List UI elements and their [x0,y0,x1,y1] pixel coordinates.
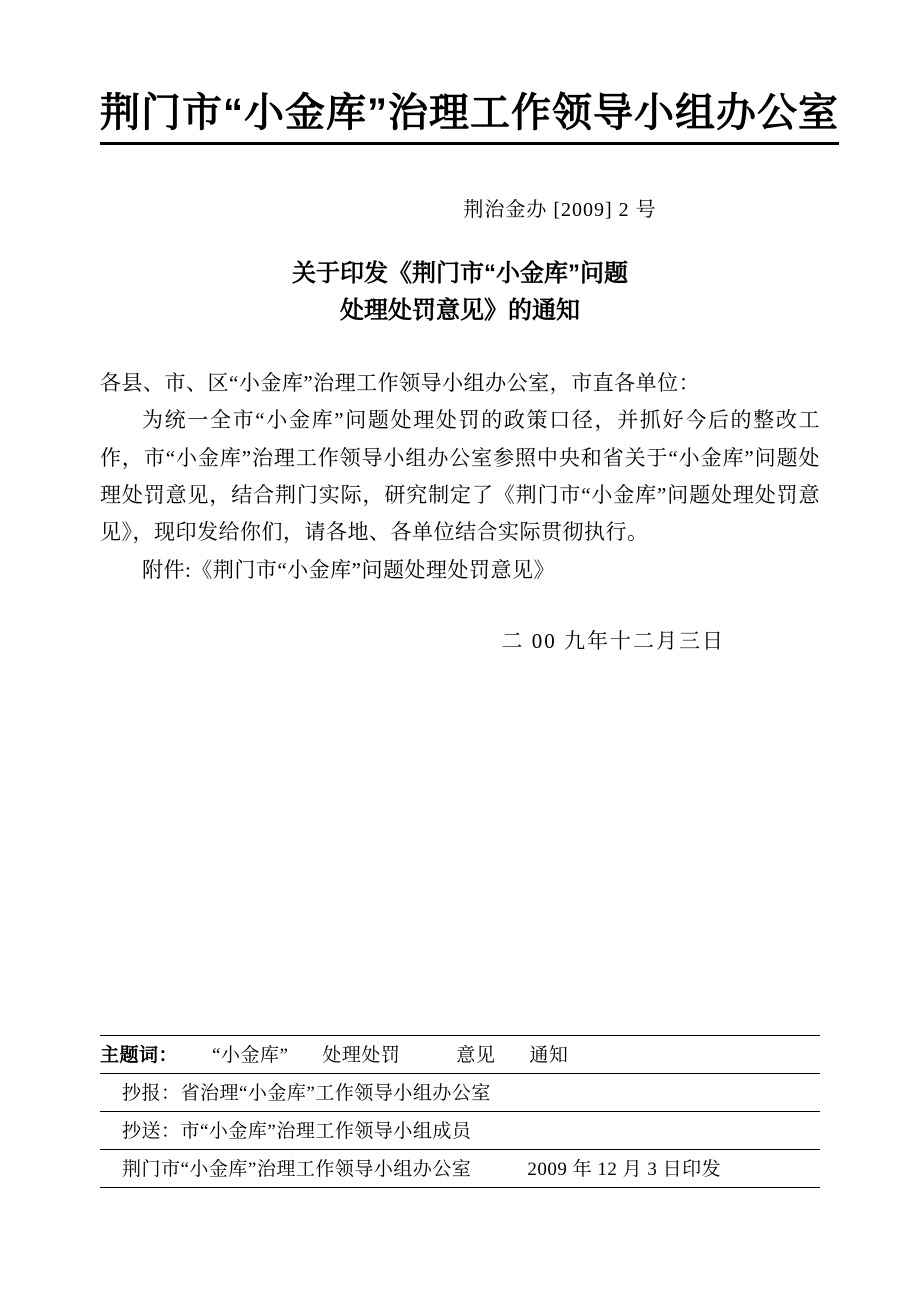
footer-copy-row [100,1112,820,1150]
document-title-line-1: 关于印发《荆门市“小金库”问题 [292,260,628,287]
footer-copy-text: 抄送：市“小金库”治理工作领导小组成员 [122,1121,472,1142]
document-paragraph-1: 为统一全市“小金库”问题处理处罚的政策口径，并抓好今后的整改工作，市“小金库”治理工作领导小组办公室参照中央和省关于“小金库”问题处理处罚意见，结合荆门实际，研究制定了《荆门市“小金库”问题处理处罚意见》，现印发给你们，请各地、各单位结合实际贯彻执行。 [100,408,820,545]
document-sign-date: 二 00 九年十二月三日 [501,629,725,653]
document-body [100,0,839,655]
footer-issue-date: 2009 年 12 月 3 日印发 [527,1159,722,1180]
document-salutation: 各县、市、区“小金库”治理工作领导小组办公室，市直各单位： [100,371,701,396]
footer-issuer-row [100,1150,820,1188]
footer-keyword-1: “小金库” [212,1045,289,1066]
footer-report-row [100,1074,820,1112]
footer-keyword-3: 意见 [456,1045,496,1066]
document-title [100,255,820,329]
document-masthead [100,88,839,145]
footer-keyword-2: 处理处罚 [322,1045,401,1066]
footer-issuer-text: 荆门市“小金库”治理工作领导小组办公室 [122,1159,472,1180]
document-footer [100,1035,820,1188]
document-number: 荆治金办 [2009] 2 号 [463,199,657,221]
footer-keywords-label: 主题词： [100,1045,179,1066]
masthead-text: 荆门市“小金库”治理工作领导小组办公室 [100,88,839,145]
footer-report-text: 抄报：省治理“小金库”工作领导小组办公室 [122,1083,491,1104]
footer-keyword-4: 通知 [529,1045,569,1066]
document-title-line-2: 处理处罚意见》的通知 [340,297,580,325]
document-attachment: 附件:《荆门市“小金库”问题处理处罚意见》 [142,557,555,582]
footer-keywords-row [100,1035,820,1074]
